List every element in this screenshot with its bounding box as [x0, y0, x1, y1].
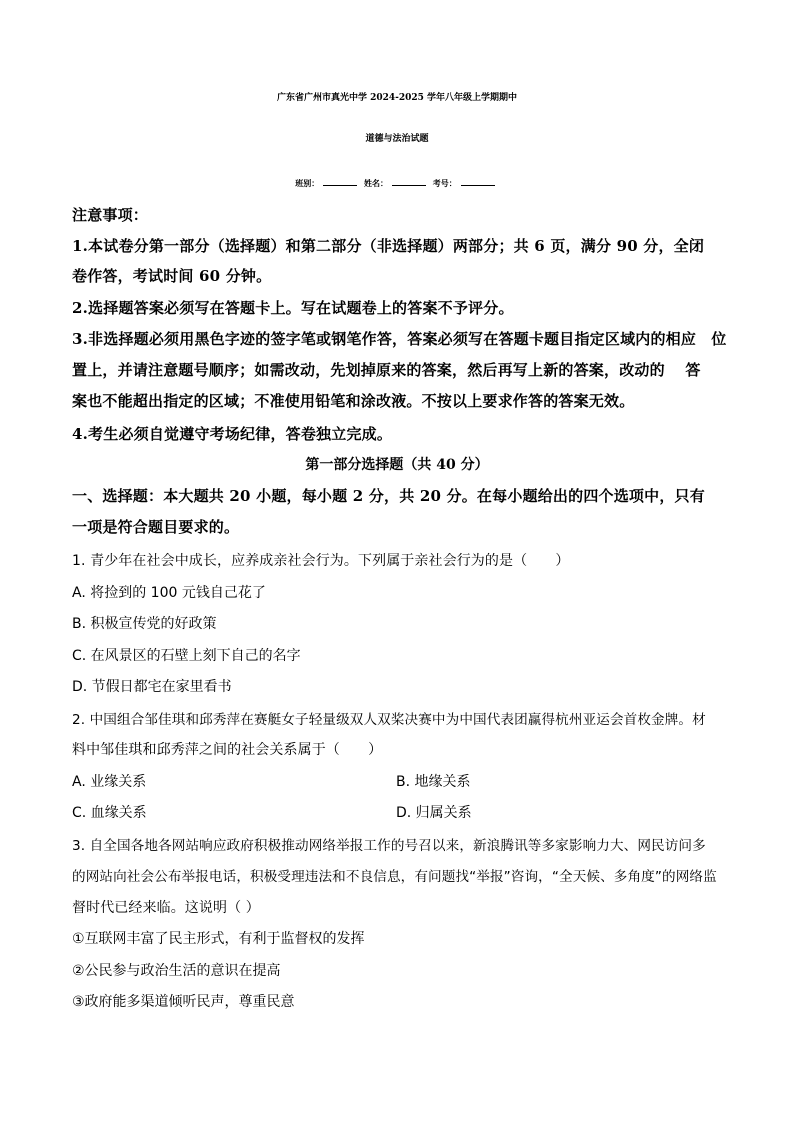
class-blank — [323, 173, 357, 186]
notice-item-3-line-3: 案也不能超出指定的区域；不准使用铅笔和涂改液。不按以上要求作答的答案无效。 — [72, 392, 635, 410]
exam-no-label: 考号： — [432, 178, 457, 188]
question-1-option-b: B. 积极宣传党的好政策 — [72, 616, 217, 632]
question-3-item-3: ③政府能多渠道倾听民声，尊重民意 — [72, 994, 295, 1010]
question-3-stem-line-3: 督时代已经来临。这说明（ ） — [72, 900, 260, 916]
notice-heading: 注意事项： — [72, 206, 149, 224]
notice-item-3-line-2: 置上，并请注意题号顺序；如需改动，先划掉原来的答案，然后再写上新的答案，改动的 答 — [72, 361, 701, 379]
question-2-option-b: B. 地缘关系 — [396, 774, 471, 790]
question-2-option-a: A. 业缘关系 — [72, 774, 147, 790]
question-3-item-1: ①互联网丰富了民主形式，有利于监督权的发挥 — [72, 931, 365, 947]
notice-item-4: 4.考生必须自觉遵守考场纪律，答卷独立完成。 — [72, 425, 393, 443]
question-1-stem: 1. 青少年在社会中成长，应养成亲社会行为。下列属于亲社会行为的是（ ） — [72, 553, 570, 569]
question-1-option-d: D. 节假日都宅在家里看书 — [72, 679, 232, 695]
question-1-option-a: A. 将捡到的 100 元钱自己花了 — [72, 585, 266, 601]
name-label: 姓名： — [364, 178, 388, 188]
notice-item-1-line-2: 卷作答，考试时间 60 分钟。 — [72, 267, 272, 285]
exam-subject-title: 道德与法治试题 — [365, 134, 429, 144]
question-3-stem-line-2: 的网站向社会公布举报电话，积极受理违法和不良信息，有问题找“举报”咨询，“全天候、多角度”的网络监 — [72, 869, 717, 885]
student-info-line — [0, 173, 794, 189]
exam-title: 广东省广州市真光中学 2024-2025 学年八年级上学期期中 — [276, 93, 518, 103]
part1-instruction-line-2: 一项是符合题目要求的。 — [72, 518, 240, 536]
name-blank — [392, 173, 426, 186]
question-2-option-c: C. 血缘关系 — [72, 805, 147, 821]
notice-item-3-line-1: 3.非选择题必须用黑色字迹的签字笔或钢笔作答，答案必须写在答题卡题目指定区域内的相应 位 — [72, 330, 727, 348]
question-2-stem-line-2: 料中邹佳琪和邱秀萍之间的社会关系属于（ ） — [72, 742, 383, 758]
notice-item-1-line-1: 1.本试卷分第一部分（选择题）和第二部分（非选择题）两部分；共 6 页，满分 90 分，全闭 — [72, 237, 705, 255]
question-2-option-d: D. 归属关系 — [396, 805, 472, 821]
exam-no-blank — [461, 173, 495, 186]
class-label: 班别： — [295, 178, 320, 188]
question-3-stem-line-1: 3. 自全国各地各网站响应政府积极推动网络举报工作的号召以来，新浪腾讯等多家影响力大、网民访问多 — [72, 838, 706, 854]
question-1-option-c: C. 在风景区的石壁上刻下自己的名字 — [72, 648, 301, 664]
part1-instruction-line-1: 一、选择题：本大题共 20 小题，每小题 2 分，共 20 分。在每小题给出的四个选项中，只有 — [72, 487, 705, 505]
part1-heading: 第一部分选择题（共 40 分） — [305, 457, 489, 473]
notice-item-2: 2.选择题答案必须写在答题卡上。写在试题卷上的答案不予评分。 — [72, 299, 514, 317]
question-3-item-2: ②公民参与政治生活的意识在提高 — [72, 963, 281, 979]
question-2-stem-line-1: 2. 中国组合邹佳琪和邱秀萍在赛艇女子轻量级双人双桨决赛中为中国代表团赢得杭州亚运会首枚金牌。材 — [72, 712, 706, 728]
